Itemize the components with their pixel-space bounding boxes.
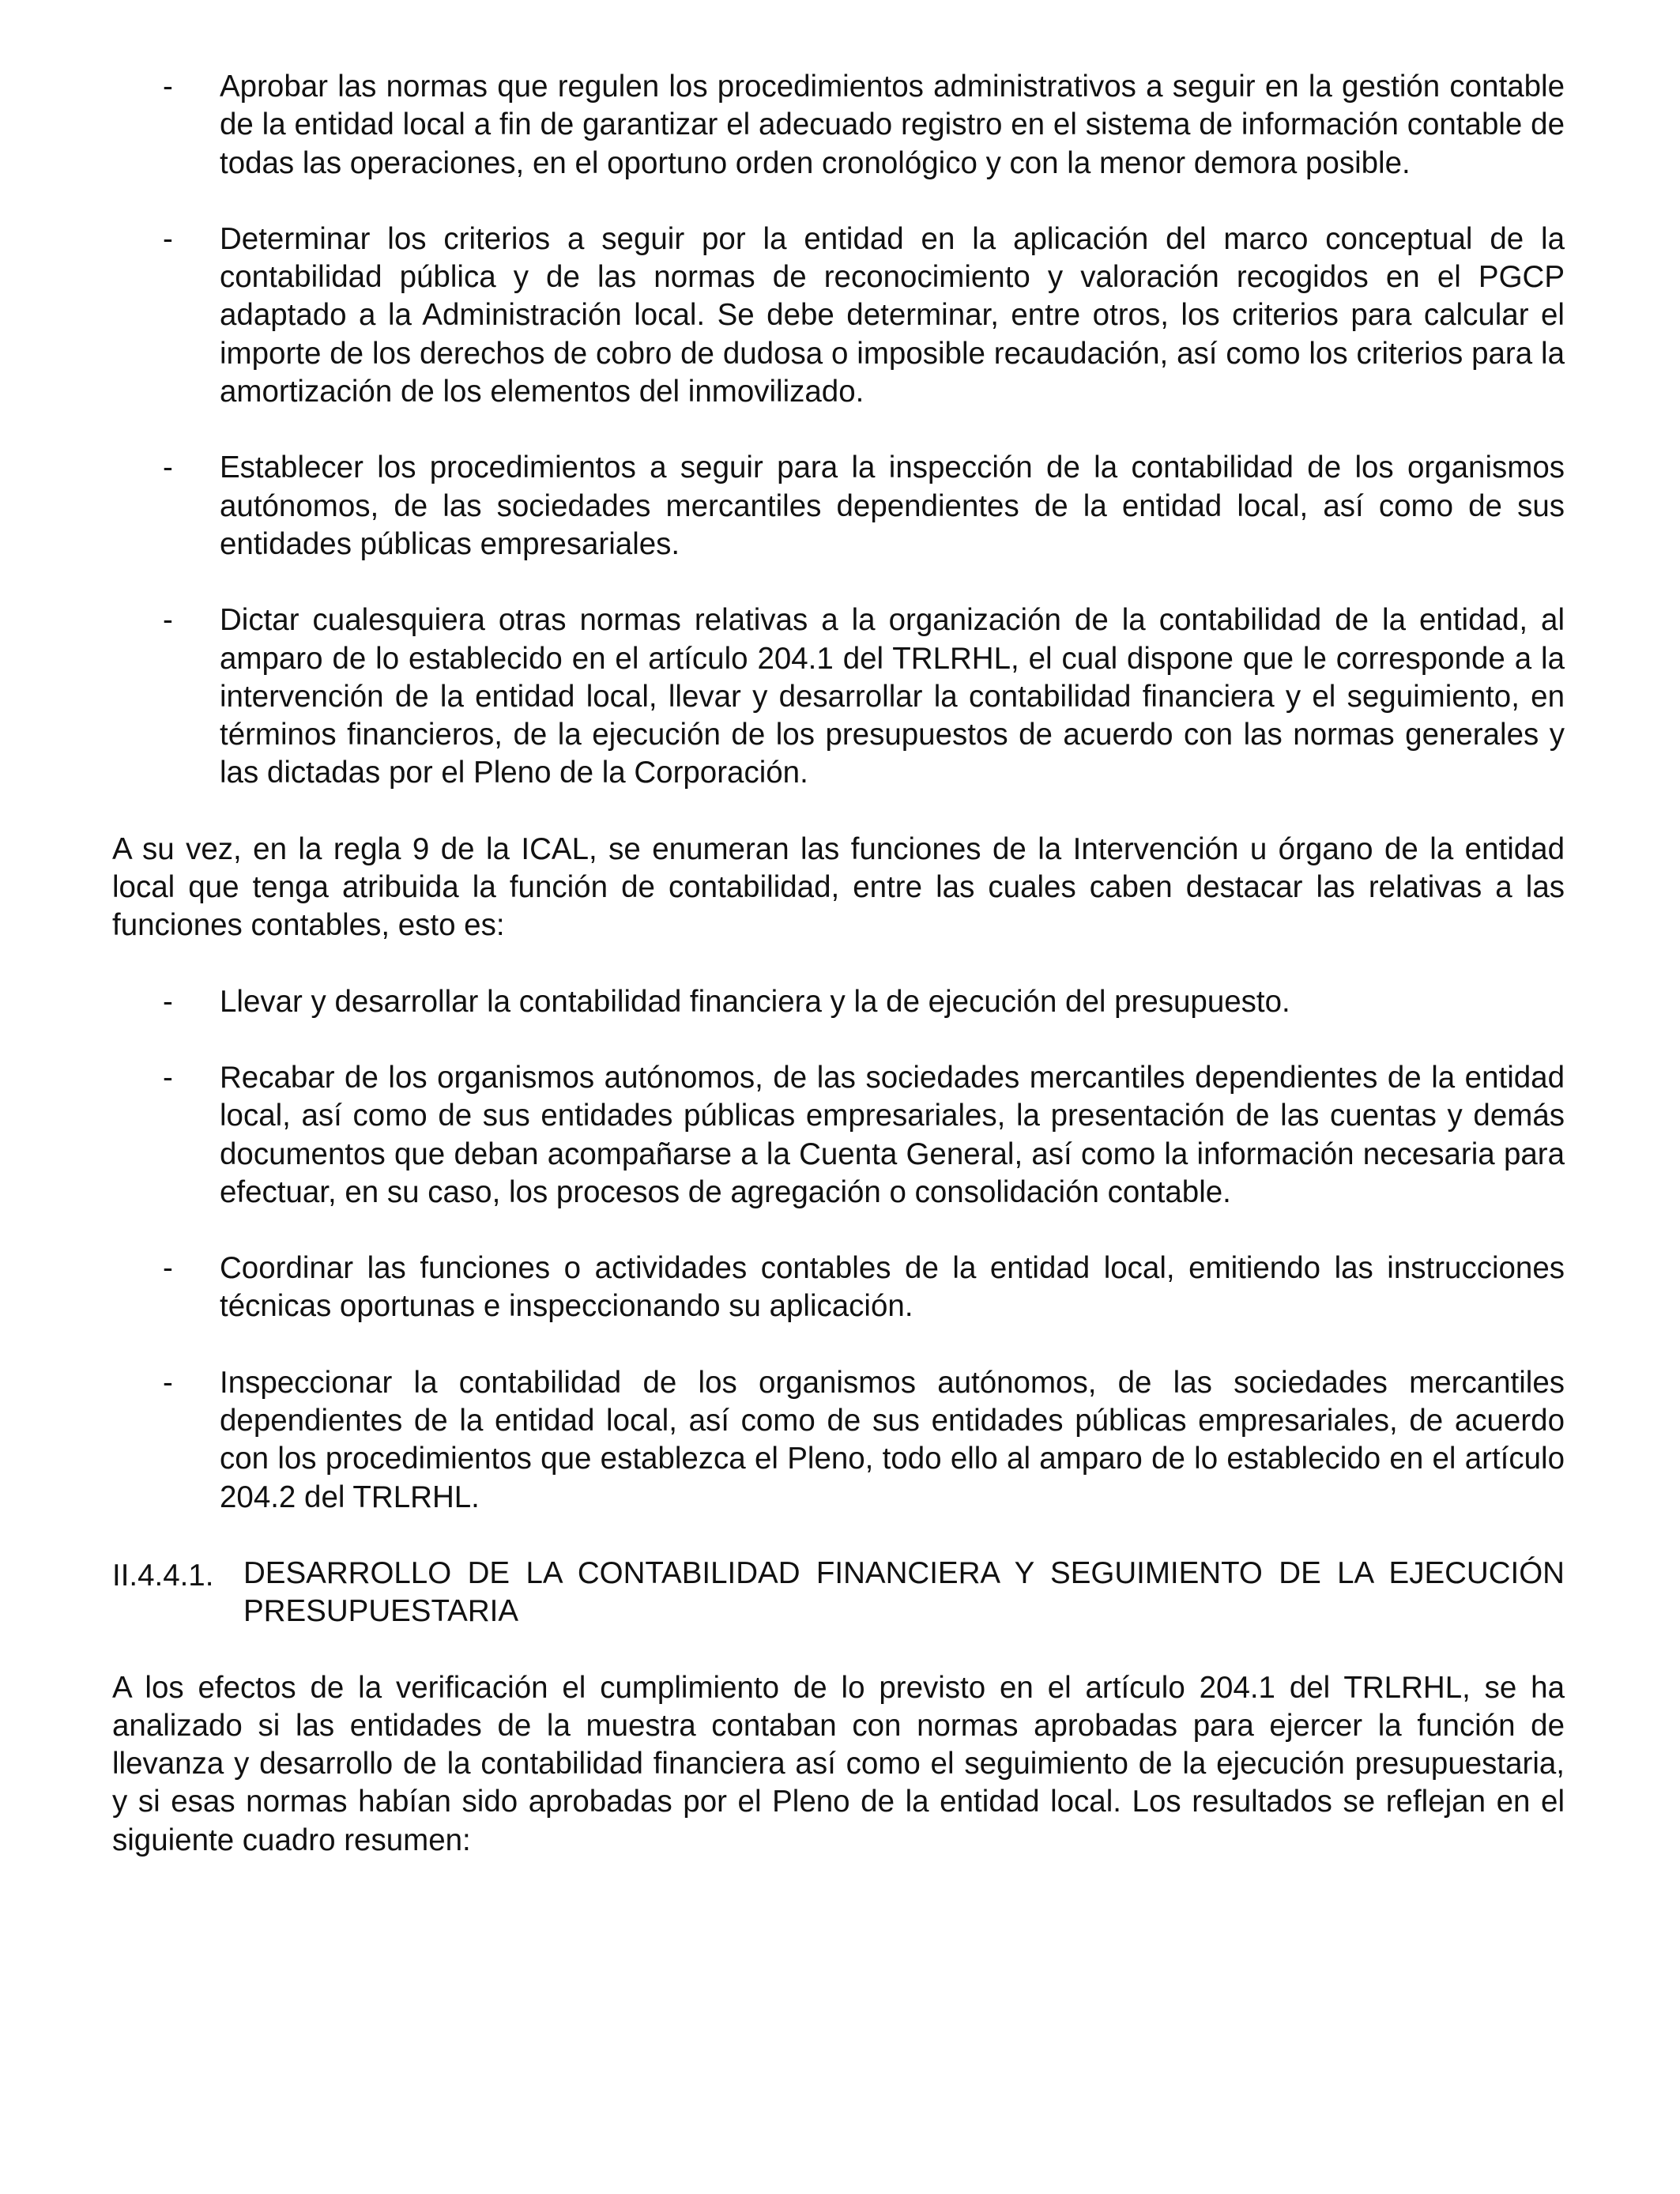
list-item (112, 449, 1565, 564)
bullet-dash: - (163, 603, 173, 638)
bullet-list-2 (112, 983, 1565, 1517)
list-item-text: Llevar y desarrollar la contabilidad financiera y la de ejecución del presupuesto. (220, 984, 1290, 1019)
bullet-dash: - (163, 1251, 173, 1286)
list-item-text: Coordinar las funciones o actividades contables de la entidad local, emitiendo las instrucciones técnicas oportunas e inspeccionando su aplicación. (220, 1251, 1565, 1324)
list-item (112, 983, 1565, 1021)
list-item (112, 1364, 1565, 1517)
bullet-dash: - (163, 1365, 173, 1400)
list-item-text: Recabar de los organismos autónomos, de las sociedades mercantiles dependientes de la entidad local, así como de sus entidades públicas empresariales, la presentación de las cuentas y demás documentos que deban acompañarse a la Cuenta General, así como la información necesaria para efectuar, en su caso, los procesos de agregación o consolidación contable. (220, 1060, 1565, 1209)
bullet-dash: - (163, 984, 173, 1019)
list-item-text: Determinar los criterios a seguir por la entidad en la aplicación del marco conceptual de la contabilidad pública y de las normas de reconocimiento y valoración recogidos en el PGCP adaptado a la Administración local. Se debe determinar, entre otros, los criterios para calcular el importe de los derechos de cobro de dudosa o imposible recaudación, así como los criterios para la amortización de los elementos del inmovilizado. (220, 221, 1565, 409)
section-heading (112, 1555, 1565, 1631)
list-item (112, 221, 1565, 411)
bullet-dash: - (163, 450, 173, 485)
list-item-text: Establecer los procedimientos a seguir para la inspección de la contabilidad de los organismos autónomos, de las sociedades mercantiles dependientes de la entidad local, así como de sus entidades públicas empresariales. (220, 450, 1565, 561)
intro-paragraph: A su vez, en la regla 9 de la ICAL, se enumeran las funciones de la Intervención u órgano de la entidad local que tenga atribuida la función de contabilidad, entre las cuales caben destacar las relativas a las funciones contables, esto es: (112, 831, 1565, 943)
list-item (112, 1250, 1565, 1326)
list-item (112, 68, 1565, 183)
section-title: DESARROLLO DE LA CONTABILIDAD FINANCIERA Y SEGUIMIENTO DE LA EJECUCIÓN PRESUPUESTARIA (243, 1555, 1565, 1629)
list-item-text: Aprobar las normas que regulen los procedimientos administrativos a seguir en la gestión contable de la entidad local a fin de garantizar el adecuado registro en el sistema de información contable de todas las operaciones, en el oportuno orden cronológico y con la menor demora posible. (220, 70, 1565, 180)
bullet-dash: - (163, 221, 173, 256)
document-page (112, 68, 1565, 1898)
list-item (112, 601, 1565, 792)
bullet-dash: - (163, 70, 173, 104)
list-item-text: Dictar cualesquiera otras normas relativas a la organización de la contabilidad de la entidad, al amparo de lo establecido en el artículo 204.1 del TRLRHL, el cual dispone que le corresponde a la intervención de la entidad local, llevar y desarrollar la contabilidad financiera y el seguimiento, en términos financieros, de la ejecución de los presupuestos de acuerdo con las normas generales y las dictadas por el Pleno de la Corporación. (220, 603, 1565, 790)
bullet-list-1 (112, 68, 1565, 793)
list-item-text: Inspeccionar la contabilidad de los organismos autónomos, de las sociedades mercantiles dependientes de la entidad local, así como de sus entidades públicas empresariales, de acuerdo con los procedimientos que establezca el Pleno, todo ello al amparo de lo establecido en el artículo 204.2 del TRLRHL. (220, 1365, 1565, 1514)
closing-paragraph: A los efectos de la verificación el cumplimiento de lo previsto en el artículo 204.1 del TRLRHL, se ha analizado si las entidades de la muestra contaban con normas aprobadas para ejercer la función de llevanza y desarrollo de la contabilidad financiera así como el seguimiento de la ejecución presupuestaria, y si esas normas habían sido aprobadas por el Pleno de la entidad local. Los resultados se reflejan en el siguiente cuadro resumen: (112, 1670, 1565, 1857)
list-item (112, 1059, 1565, 1212)
section-number: II.4.4.1. (112, 1558, 214, 1593)
bullet-dash: - (163, 1060, 173, 1095)
